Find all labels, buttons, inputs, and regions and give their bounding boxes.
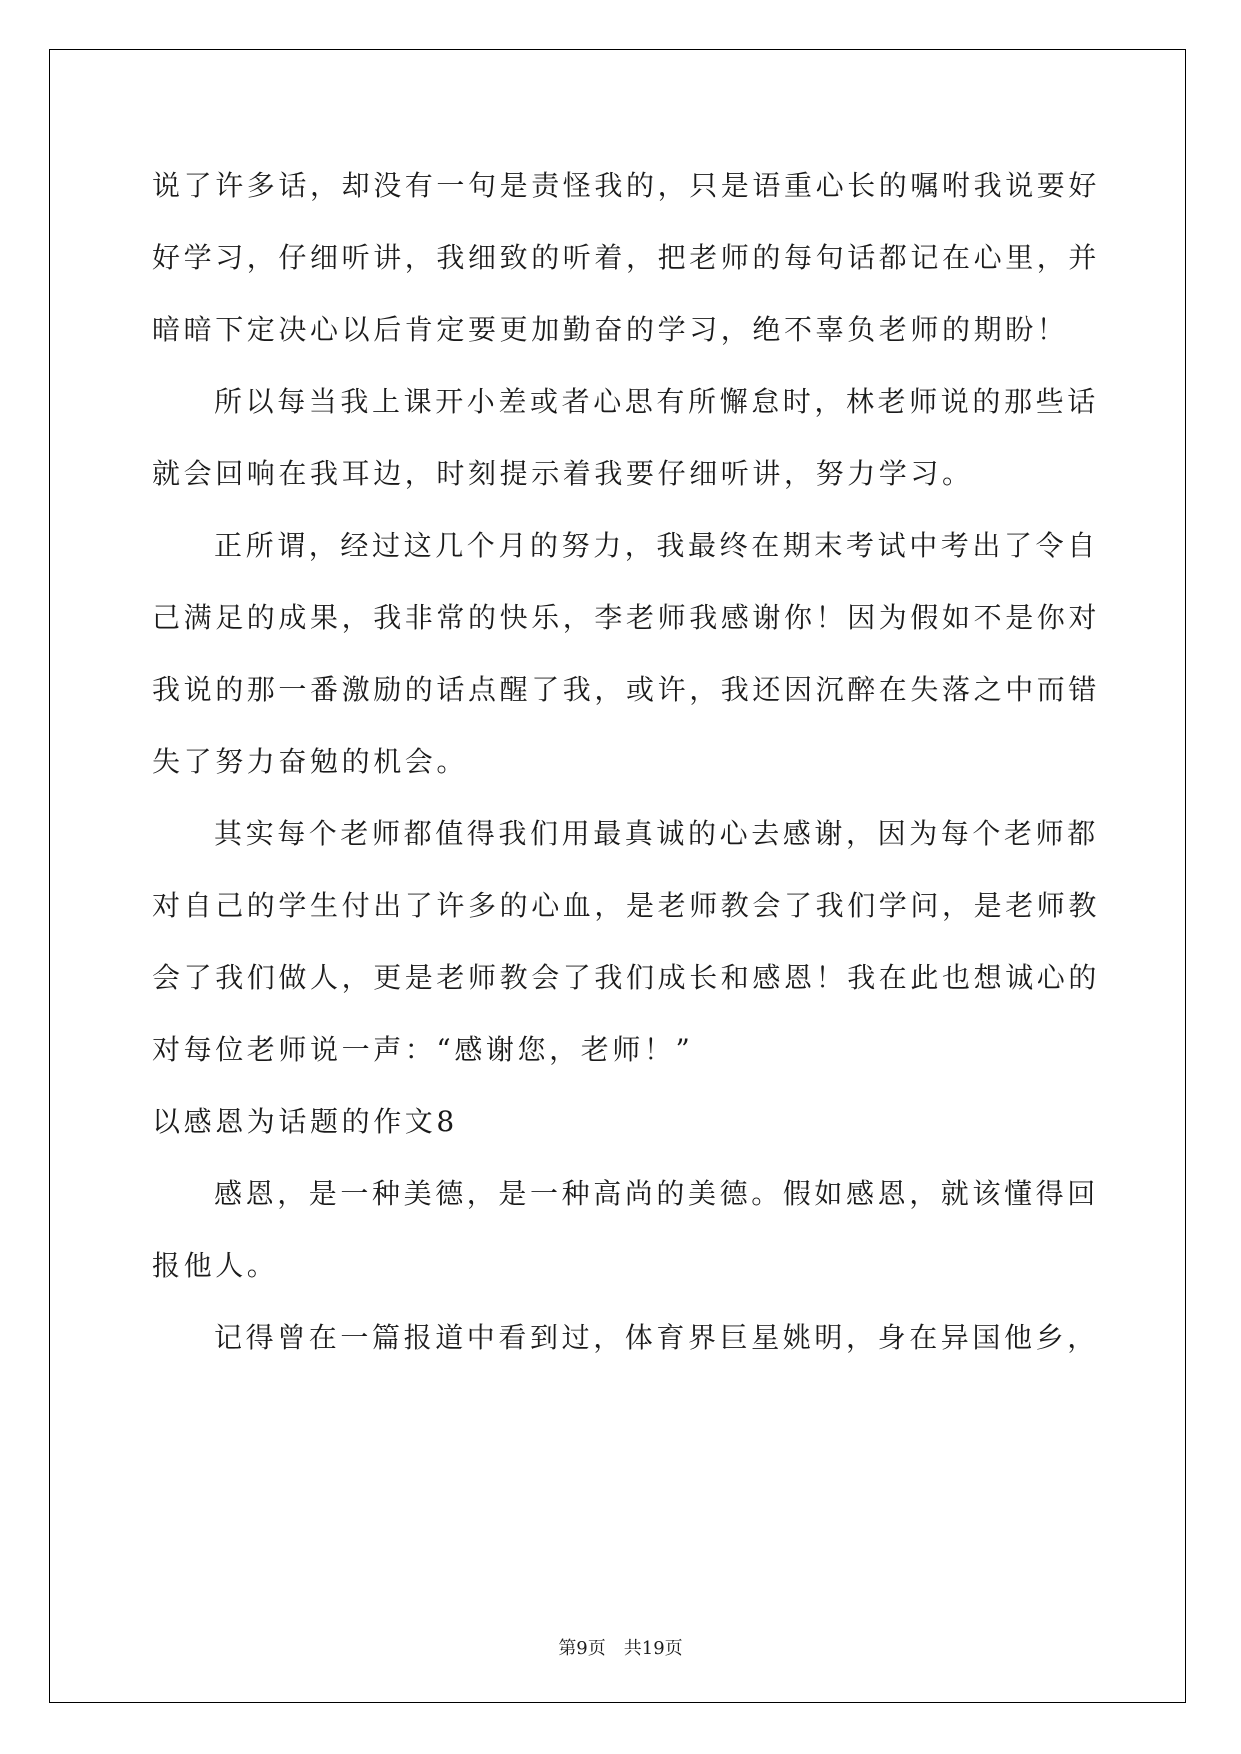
text-line: 会了我们做人，更是老师教会了我们成长和感恩！我在此也想诚心的 [152, 961, 1101, 994]
page-number-footer: 第9页 共19页 [558, 1638, 683, 1659]
text-line: 对每位老师说一声：“感谢您，老师！” [152, 1033, 694, 1066]
text-line: 好学习，仔细听讲，我细致的听着，把老师的每句话都记在心里，并 [152, 241, 1101, 274]
text-line: 其实每个老师都值得我们用最真诚的心去感谢，因为每个老师都 [214, 817, 1099, 850]
document-body [152, 150, 1101, 1374]
text-line: 报他人。 [152, 1249, 279, 1282]
section-heading: 以感恩为话题的作文8 [152, 1105, 458, 1138]
text-line: 对自己的学生付出了许多的心血，是老师教会了我们学问，是老师教 [152, 889, 1101, 922]
text-line: 说了许多话，却没有一句是责怪我的，只是语重心长的嘱咐我说要好 [152, 169, 1101, 202]
text-line: 所以每当我上课开小差或者心思有所懈怠时，林老师说的那些话 [214, 385, 1099, 418]
text-line: 失了努力奋勉的机会。 [152, 745, 469, 778]
text-line: 暗暗下定决心以后肯定要更加勤奋的学习，绝不辜负老师的期盼！ [152, 313, 1069, 346]
text-line: 己满足的成果，我非常的快乐，李老师我感谢你！因为假如不是你对 [152, 601, 1101, 634]
text-line: 就会回响在我耳边，时刻提示着我要仔细听讲，努力学习。 [152, 457, 974, 490]
text-line: 我说的那一番激励的话点醒了我，或许，我还因沉醉在失落之中而错 [152, 673, 1101, 706]
text-line: 记得曾在一篇报道中看到过，体育界巨星姚明，身在异国他乡， [214, 1321, 1099, 1354]
text-line: 正所谓，经过这几个月的努力，我最终在期末考试中考出了令自 [214, 529, 1099, 562]
text-line: 感恩，是一种美德，是一种高尚的美德。假如感恩，就该懂得回 [214, 1177, 1099, 1210]
